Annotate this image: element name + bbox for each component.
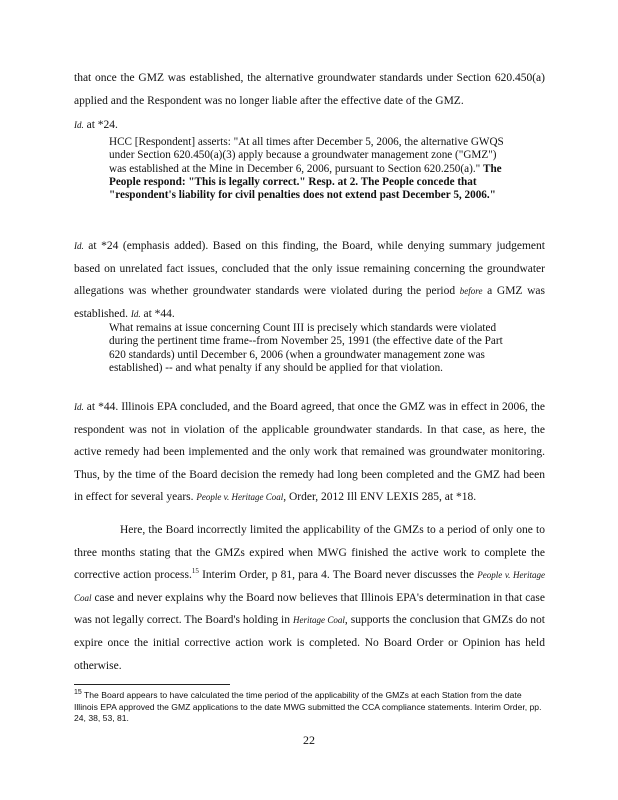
- paragraph-4-text-b: Interim Order, p 81, para 4. The Board never discusses the: [198, 569, 478, 582]
- paragraph-1-text: that once the GMZ was established, the alternative groundwater standards under Section 620.450(a) applied and the Respondent was no longer liable after the effective date of the GMZ.: [74, 72, 545, 107]
- paragraph-3-id: Id.: [74, 402, 84, 412]
- block-quote-1-text: HCC [Respondent] asserts: "At all times after December 5, 2006, the alternative GWQS under Section 620.450(a)(3) apply because a groundwater management zone ("GMZ") was established at the Mine in December 6, 2006, pursuant to Section 620.250(a).": [109, 136, 504, 175]
- paragraph-2-text-c: at *44.: [140, 307, 175, 320]
- block-quote-1: [109, 136, 509, 202]
- paragraph-2-id: Id.: [74, 241, 84, 251]
- paragraph-3-case: People v. Heritage Coal: [196, 492, 284, 503]
- citation-1-rest: at *24.: [83, 119, 118, 131]
- footnote-text: The Board appears to have calculated the time period of the applicability of the GMZs at each Station from the date Illinois EPA approved the GMZ applications to the date MWG submitted the CCA compliance statements. Interim Order, pp. 24, 38, 53, 81.: [74, 690, 542, 724]
- paragraph-2: [74, 235, 545, 325]
- paragraph-2-text-a: at *24 (emphasis added). Based on this finding, the Board, while denying summary judgement based on unrelated fact issues, concluded that the only issue remaining concerning the groundwater allegations was whether groundwater standards were violated during the period: [74, 240, 545, 298]
- paragraph-4: [74, 519, 545, 677]
- paragraph-1: [74, 67, 545, 112]
- block-quote-2-text: What remains at issue concerning Count III is precisely which standards were violated during the pertinent time frame--from November 25, 1991 (the effective date of the Part 620 standards) until December 6, 2006 (when a groundwater management zone was established) -- and what penalty if any should be applied for that violation.: [109, 322, 503, 374]
- paragraph-4-text-c: case and never explains why the Board now believes that Illinois EPA's determination in that case was not legally correct. The Board's holding in: [74, 591, 545, 627]
- paragraph-4-case: People v. Heritage Coal: [74, 570, 546, 603]
- paragraph-2-text-b: a GMZ was established.: [74, 285, 545, 320]
- block-quote-1-bold: The People respond: "This is legally correct." Resp. at 2. The People concede that "respondent's liability for civil penalties does not extend past December 5, 2006.": [109, 162, 502, 202]
- paragraph-2-before: before: [459, 286, 483, 297]
- paragraph-2-id-2: Id.: [130, 308, 141, 319]
- paragraph-3-text-a: at *44. Illinois EPA concluded, and the Board agreed, that once the GMZ was in effect in 2006, the respondent was not in violation of the applicable groundwater standards. In that case, as here, the active remedy had been implemented and the only work that remained was groundwater monitoring. Thus, by the time of the Board decision the remedy had long been completed and the GMZ had been in effect for several years.: [74, 401, 545, 504]
- citation-1-id: Id.: [74, 120, 84, 130]
- block-quote-2: [109, 322, 509, 375]
- footnote-15: [74, 690, 545, 725]
- paragraph-4-case-2: Heritage Coal: [293, 615, 345, 626]
- footnote-ref-15: 15: [191, 567, 199, 576]
- paragraph-4-text-a: Here, the Board incorrectly limited the applicability of the GMZs to a period of only one to three months stating that the GMZs expired when MWG finished the active work to complete the corrective action process.: [74, 524, 545, 582]
- paragraph-3-text-b: , Order, 2012 Ill ENV LEXIS 285, at *18.: [283, 491, 477, 504]
- footnote-divider: [74, 684, 230, 685]
- citation-1: [74, 117, 118, 133]
- page-number: 22: [303, 733, 315, 747]
- footnote-number: 15: [74, 689, 82, 697]
- paragraph-3: [74, 396, 545, 509]
- paragraph-4-text-d: , supports the conclusion that GMZs do not expire once the initial corrective action work is completed. No Board Order or Opinion has held otherwise.: [74, 614, 545, 672]
